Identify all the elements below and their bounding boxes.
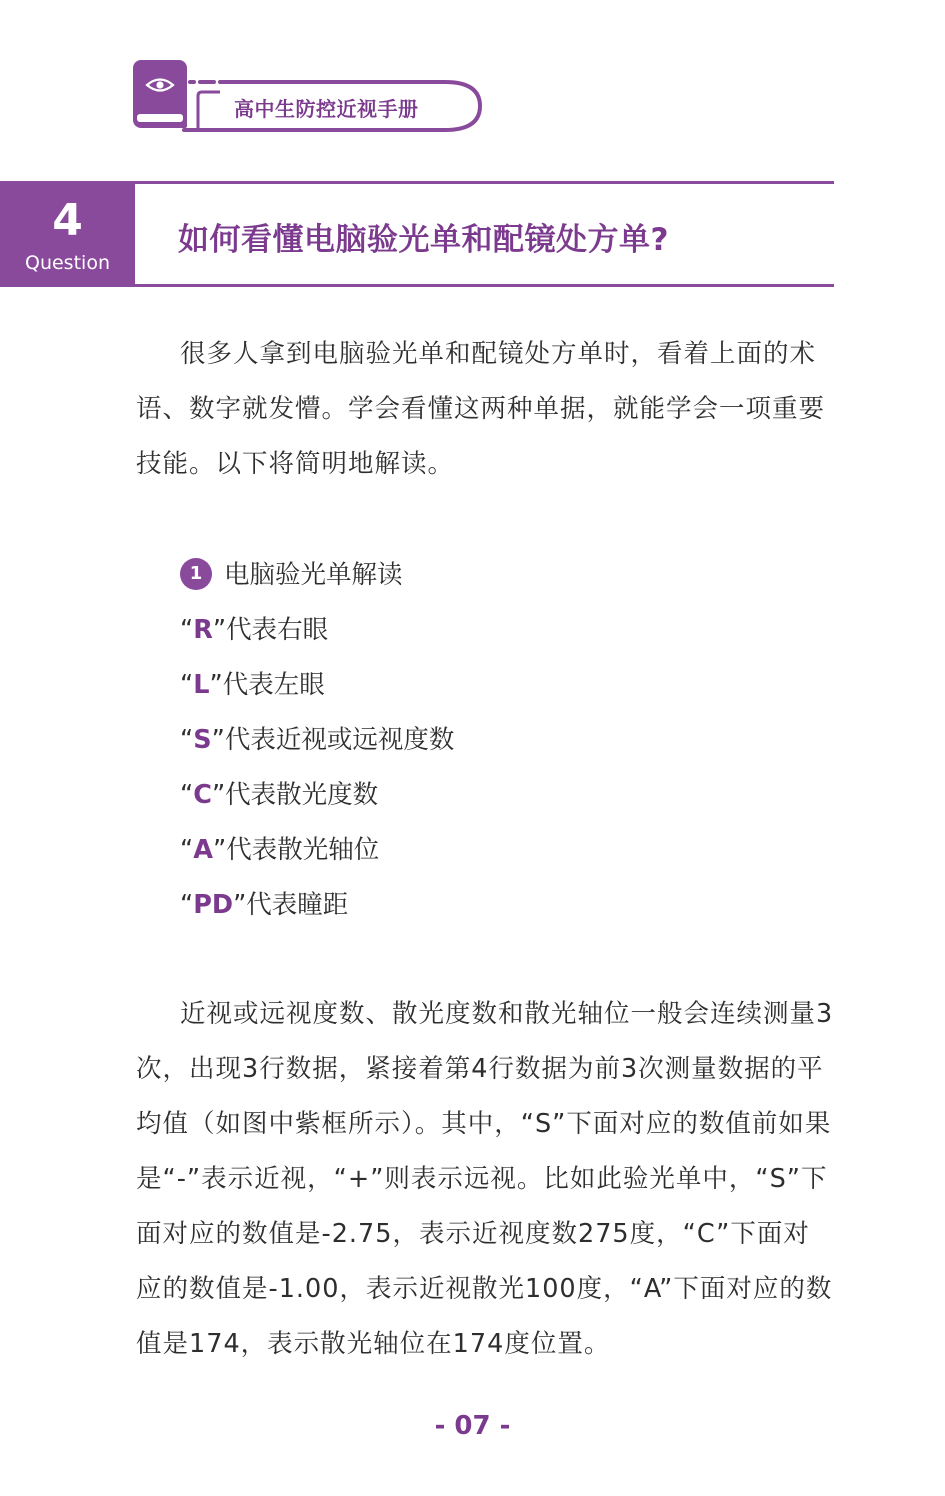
question-title: 如何看懂电脑验光单和配镜处方单? [178,222,669,258]
quote-close: ” [209,670,223,700]
page-number: - 07 - [434,1411,511,1441]
term-code: A [193,835,213,865]
list-item [180,830,379,870]
quote-open: “ [180,725,194,755]
list-item [180,665,325,705]
quote-close: ” [211,725,225,755]
question-number: 4 [52,195,83,246]
book-eye-logo [133,60,187,128]
quote-open: “ [180,835,194,865]
term-code: S [193,725,212,755]
list-item [180,720,454,760]
term-code: R [193,615,213,645]
list-item [180,885,348,925]
eye-icon [145,74,175,96]
section-heading [180,555,403,595]
quote-open: “ [180,780,194,810]
term-description: 代表近视或远视度数 [224,725,455,755]
quote-close: ” [211,780,226,810]
intro-paragraph: 很多人拿到电脑验光单和配镜处方单时，看着上面的术语、数字就发懵。学会看懂这两种单据，就能学会一项重要技能。以下将简明地解读。 [136,339,826,479]
term-code: C [193,780,212,810]
quote-close: ” [233,890,247,920]
term-description: 代表左眼 [222,670,325,700]
term-description: 代表散光度数 [225,780,379,810]
title-rule-top [135,181,834,184]
title-rule-bottom [135,284,834,287]
term-code: PD [193,890,234,920]
term-description: 代表散光轴位 [226,835,380,865]
quote-close: ” [212,615,227,645]
list-item [180,775,378,815]
term-description: 代表右眼 [226,615,329,645]
list-item [180,610,328,650]
term-description: 代表瞳距 [246,890,349,920]
book-title: 高中生防控近视手册 [234,97,419,121]
question-badge [0,181,135,287]
book-pages-icon [137,114,183,122]
explanation-paragraph: 近视或远视度数、散光度数和散光轴位一般会连续测量3次，出现3行数据，紧接着第4行数据为前3次测量数据的平均值（如图中紫框所示）。其中，“S”下面对应的数值前如果是“-”表示近视，“+”则表示远视。比如此验光单中，“S”下面对应的数值是-2.75，表示近视度数275度，“C”下面对应的数值是-1.00，表示近视散光100度，“A”下面对应的数值是174，表示散光轴位在174度位置。 [136,999,834,1359]
quote-close: ” [212,835,227,865]
section-title: 电脑验光单解读 [224,560,403,590]
section-number-badge: 1 [180,558,212,590]
quote-open: “ [180,890,194,920]
quote-open: “ [180,615,194,645]
term-code: L [193,670,210,700]
quote-open: “ [180,670,194,700]
question-label: Question [25,252,110,274]
